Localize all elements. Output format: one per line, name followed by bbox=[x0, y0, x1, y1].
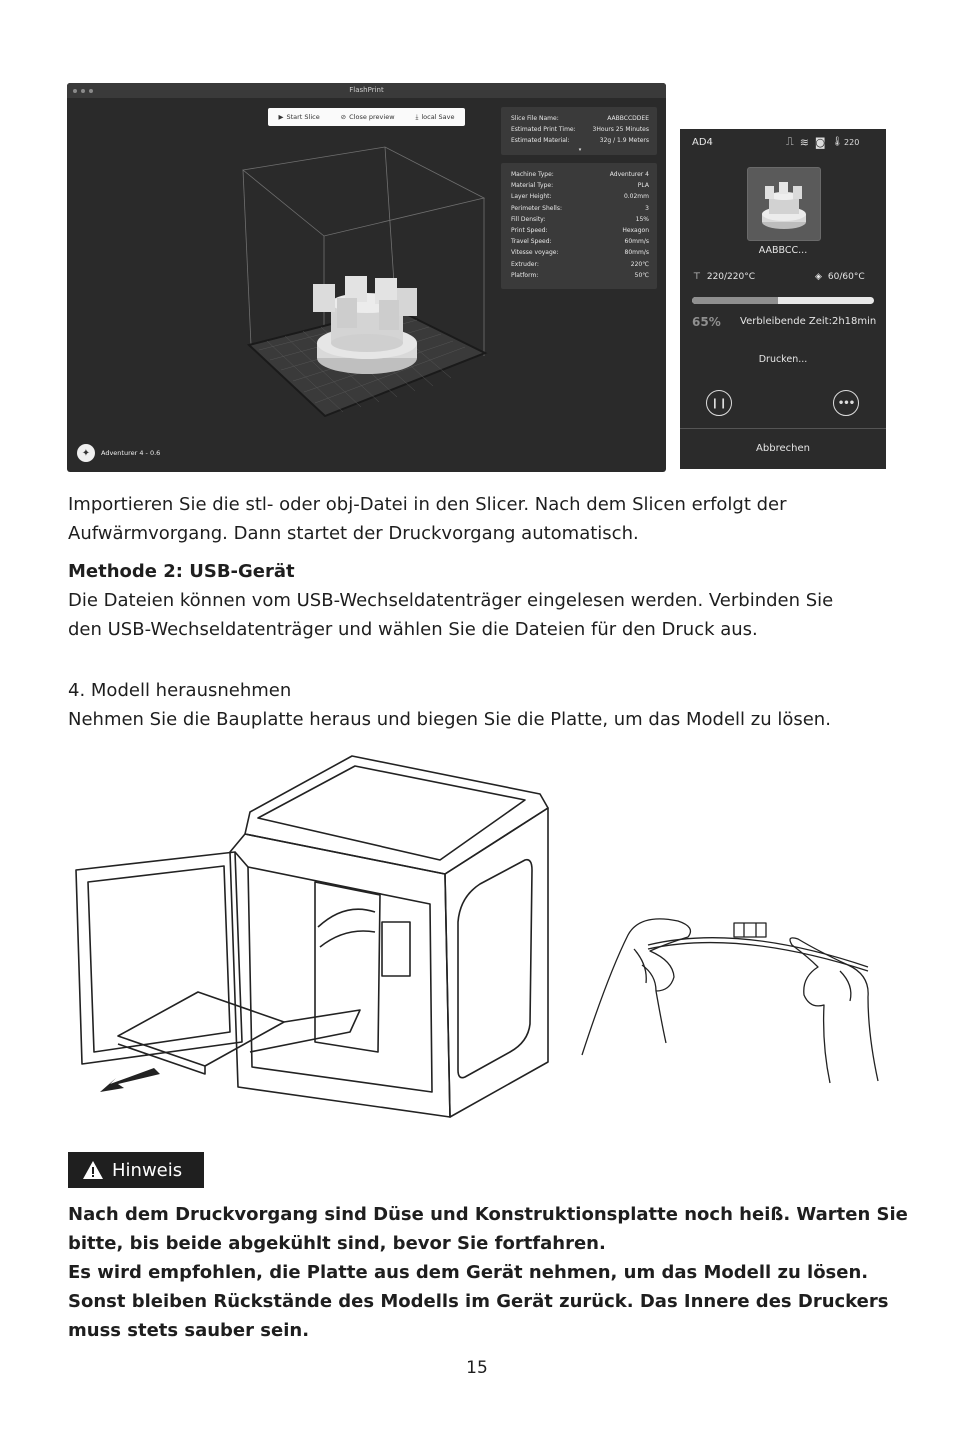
start-slice-button[interactable]: ▶ Start Slice bbox=[278, 113, 320, 121]
plate-bending-illustration bbox=[578, 905, 888, 1095]
nozzle-temp: ⊤ 220/220°C bbox=[693, 272, 756, 282]
model-thumbnail-image bbox=[748, 168, 820, 240]
cancel-button[interactable]: Abbrechen bbox=[756, 443, 810, 454]
intro-paragraph: Importieren Sie die stl- oder obj-Datei in den Slicer. Nach dem Slicen erfolgt der Aufwärmvorgang. Dann startet der Druckvorgang automatisch. bbox=[68, 494, 787, 544]
close-preview-button[interactable]: ⊘ Close preview bbox=[340, 113, 395, 121]
param-row: Platform: 50℃ bbox=[511, 271, 649, 279]
build-volume-view[interactable] bbox=[67, 98, 497, 472]
layers-icon: ◈ bbox=[815, 272, 822, 282]
param-row: Layer Height: 0.02mm bbox=[511, 193, 649, 201]
local-save-button[interactable]: ⤓ local Save bbox=[415, 112, 455, 121]
step4-heading: 4. Modell herausnehmen bbox=[68, 680, 292, 701]
pause-button[interactable] bbox=[706, 390, 732, 416]
pause-icon: ❙❙ bbox=[710, 397, 728, 409]
param-row: Material Type: PLA bbox=[511, 182, 649, 190]
more-options-button[interactable] bbox=[833, 390, 859, 416]
param-row: Perimeter Shells: 3 bbox=[511, 204, 649, 212]
flashprint-window bbox=[67, 83, 666, 472]
step4-paragraph: Nehmen Sie die Bauplatte heraus und biegen Sie die Platte, um das Modell zu lösen. bbox=[68, 709, 831, 730]
print-params-panel bbox=[501, 163, 657, 289]
bed-temp: ◈ 60/60°C bbox=[815, 272, 865, 282]
thermometer-icon: 🌡 bbox=[831, 137, 844, 147]
method2-paragraph: Die Dateien können vom USB-Wechseldatenträger eingelesen werden. Verbinden Sie den USB-Wechseldatenträger und wählen Sie die Dateien für den Druck aus. bbox=[68, 590, 834, 640]
progress-percent: 65% bbox=[692, 315, 721, 329]
nozzle-icon: ⊤ bbox=[693, 272, 701, 282]
play-icon: ▶ bbox=[278, 113, 284, 121]
method2-heading: Methode 2: USB-Gerät bbox=[68, 561, 295, 582]
pull-arrow-icon bbox=[100, 1068, 160, 1092]
flashforge-logo-icon: ✦ bbox=[77, 444, 95, 462]
printer-name: AD4 bbox=[692, 137, 713, 148]
progress-bar-fill bbox=[692, 297, 778, 304]
print-status: Drucken... bbox=[758, 354, 808, 365]
param-row: Vitesse voyage: 80mm/s bbox=[511, 249, 649, 257]
window-title: FlashPrint bbox=[349, 86, 384, 94]
preview-toolbar bbox=[268, 108, 465, 126]
param-row: Print Speed: Hexagon bbox=[511, 226, 649, 234]
temp-readout: 220 bbox=[844, 137, 860, 147]
download-icon: ⤓ bbox=[415, 112, 419, 121]
param-row: Travel Speed: 60mm/s bbox=[511, 238, 649, 246]
printer-removal-illustration bbox=[70, 752, 560, 1127]
info-row: Estimated Material: 32g / 1.9 Meters bbox=[511, 137, 649, 145]
slice-info-panel bbox=[501, 107, 657, 155]
note-label-box bbox=[68, 1152, 204, 1188]
printer-screen bbox=[680, 129, 886, 469]
collapse-chevron-icon[interactable]: ▾ bbox=[578, 146, 582, 153]
divider bbox=[680, 428, 886, 429]
param-row: Fill Density: 15% bbox=[511, 215, 649, 223]
remaining-time: Verbleibende Zeit:2h18min bbox=[740, 316, 877, 327]
note-label: Hinweis bbox=[112, 1159, 183, 1181]
info-row: Estimated Print Time: 3Hours 25 Minutes bbox=[511, 126, 649, 134]
wifi-icon: ≋ bbox=[799, 135, 809, 149]
window-titlebar bbox=[67, 83, 666, 98]
note-text: Nach dem Druckvorgang sind Düse und Konstruktionsplatte noch heiß. Warten Sie bitte, bis beide abgekühlt sind, bevor Sie fortfahren. Es wird empfohlen, die Platte aus dem Gerät nehmen, um das Modell zu lösen. Sonst bleiben Rückstände des Modells im Gerät zurück. Das Innere des Druckers muss stets sauber sein. bbox=[68, 1204, 908, 1341]
prohibit-icon: ⊘ bbox=[340, 113, 347, 121]
progress-bar bbox=[692, 297, 874, 304]
info-row: Slice File Name: AABBCCDDEE bbox=[511, 115, 649, 122]
camera-icon: ◙ bbox=[814, 135, 826, 149]
usb-icon: ⎍ bbox=[786, 135, 794, 148]
status-icons bbox=[786, 135, 859, 149]
model-thumbnail bbox=[747, 167, 821, 241]
param-row: Extruder: 220℃ bbox=[511, 260, 649, 268]
machine-selector[interactable]: ✦ Adventurer 4 - 0.6 bbox=[77, 444, 160, 462]
warning-icon bbox=[82, 1160, 104, 1180]
print-file-name: AABBCC... bbox=[758, 245, 808, 256]
page-number: 15 bbox=[466, 1358, 488, 1378]
param-row: Machine Type: Adventurer 4 bbox=[511, 171, 649, 178]
ellipsis-icon: ••• bbox=[837, 397, 855, 409]
